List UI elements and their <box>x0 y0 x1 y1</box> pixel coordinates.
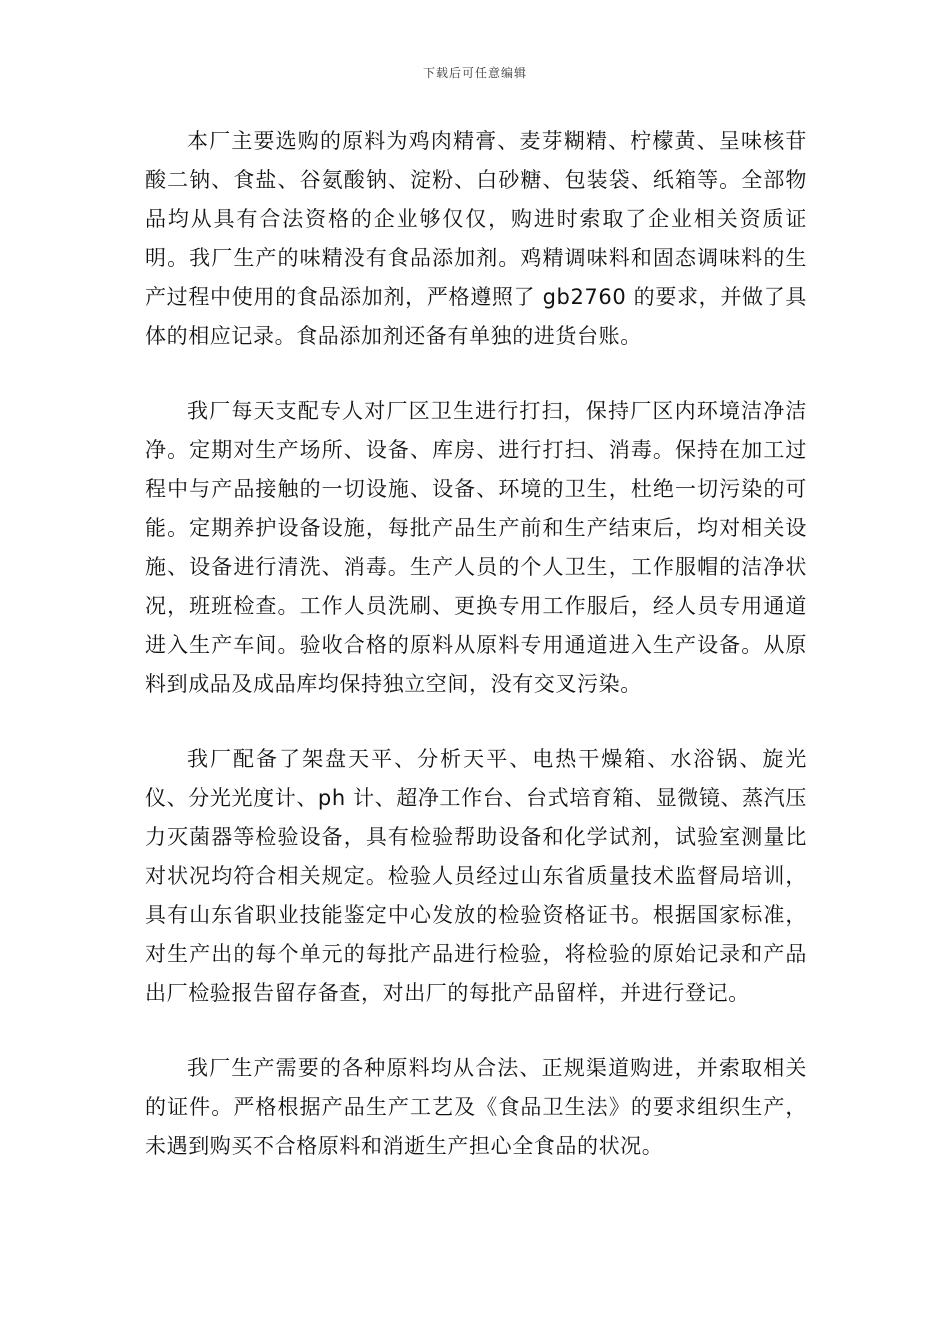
paragraph-raw-materials: 本厂主要选购的原料为鸡肉精膏、麦芽糊精、柠檬黄、呈味核苷酸二钠、食盐、谷氨酸钠、淀粉、白砂糖、包装袋、纸箱等。全部物品均从具有合法资格的企业够仅仅，购进时索取了企业相关资质证明。我厂生产的味精没有食品添加剂。鸡精调味料和固态调味料的生产过程中使用的食品添加剂，严格遵照了 gb2760 的要求，并做了具体的相应记录。食品添加剂还备有单独的进货台账。 <box>145 129 807 348</box>
document-body <box>145 122 807 1202</box>
paragraph-inspection: 我厂配备了架盘天平、分析天平、电热干燥箱、水浴锅、旋光仪、分光光度计、ph 计、超净工作台、台式培育箱、显微镜、蒸汽压力灭菌器等检验设备，具有检验帮助设备和化学试剂，试验室测量比对状况均符合相关规定。检验人员经过山东省质量技术监督局培训，具有山东省职业技能鉴定中心发放的检验资格证书。根据国家标准，对生产出的每个单元的每批产品进行检验，将检验的原始记录和产品出厂检验报告留存备查，对出厂的每批产品留样，并进行登记。 <box>145 747 807 1005</box>
paragraph-procurement: 我厂生产需要的各种原料均从合法、正规渠道购进，并索取相关的证件。严格根据产品生产工艺及《食品卫生法》的要求组织生产，未遇到购买不合格原料和消逝生产担心全食品的状况。 <box>145 1056 807 1158</box>
paragraph-hygiene: 我厂每天支配专人对厂区卫生进行打扫，保持厂区内环境洁净洁净。定期对生产场所、设备、库房、进行打扫、消毒。保持在加工过程中与产品接触的一切设施、设备、环境的卫生，杜绝一切污染的可能。定期养护设备设施，每批产品生产前和生产结束后，均对相关设施、设备进行清洗、消毒。生产人员的个人卫生，工作服帽的洁净状况，班班检查。工作人员洗刷、更换专用工作服后，经人员专用通道进入生产车间。验收合格的原料从原料专用通道进入生产设备。从原料到成品及成品库均保持独立空间，没有交叉污染。 <box>145 399 807 696</box>
header-note: 下载后可任意编辑 <box>422 66 527 80</box>
